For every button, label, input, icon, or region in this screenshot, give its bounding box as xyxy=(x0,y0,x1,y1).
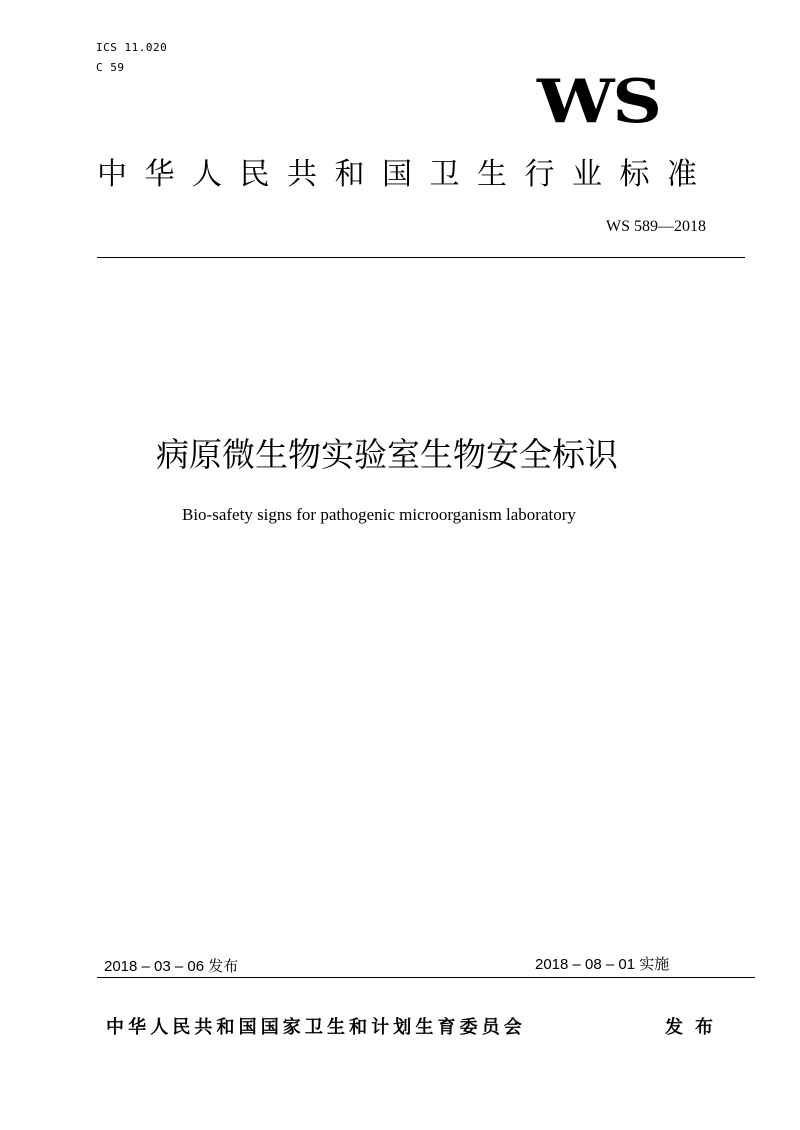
publish-date xyxy=(104,955,238,976)
ics-code: ICS 11.020 xyxy=(96,41,168,54)
header-divider xyxy=(97,257,745,258)
implement-date xyxy=(535,953,669,974)
issuing-authority: 中华人民共和国国家卫生和计划生育委员会 xyxy=(106,1017,526,1038)
implement-date-value: 2018 – 08 – 01 xyxy=(535,956,636,973)
footer-divider xyxy=(97,977,755,978)
ws-logo: WS xyxy=(537,67,660,137)
ccs-code: C 59 xyxy=(96,61,125,74)
standard-category-title: 中华人民共和国卫生行业标准 xyxy=(97,157,715,192)
issue-label: 发布 xyxy=(665,1017,725,1038)
publish-date-value: 2018 – 03 – 06 xyxy=(104,958,205,975)
publish-date-label: 发布 xyxy=(208,957,239,975)
standard-number: WS 589—2018 xyxy=(606,218,706,235)
document-title-chinese: 病原微生物实验室生物安全标识 xyxy=(156,435,618,474)
implement-date-label: 实施 xyxy=(639,955,670,973)
document-title-english: Bio-safety signs for pathogenic microorganism laboratory xyxy=(182,505,576,524)
